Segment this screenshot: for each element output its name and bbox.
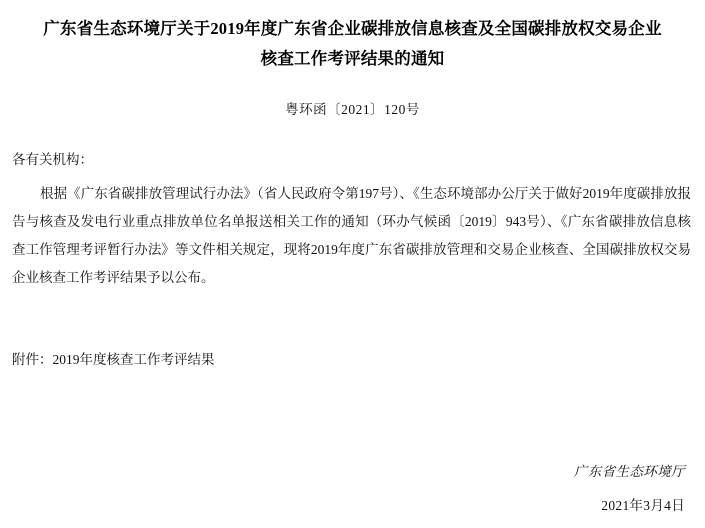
attachment-line: 附件：2019年度核查工作考评结果 — [12, 352, 215, 367]
salutation: 各有关机构： — [12, 152, 93, 167]
signature-date: 2021年3月4日 — [601, 498, 685, 513]
body-paragraph: 根据《广东省碳排放管理试行办法》（省人民政府令第197号）、《生态环境部办公厅关于做好2019年度碳排放报告与核查及发电行业重点排放单位名单报送相关工作的通知（环办气候函〔2019〕943号）、《广东省碳排放信息核查工作管理考评暂行办法》等文件相关规定，现将2019年度广东省碳排放管理和交易企业核查、全国碳排放权交易企业核查工作考评结果予以公布。 — [12, 186, 691, 285]
signature-issuer: 广东省生态环境厅 — [573, 464, 685, 479]
page-title: 广东省生态环境厅关于2019年度广东省企业碳排放信息核查及全国碳排放权交易企业核查工作考评结果的通知 — [43, 19, 662, 68]
document-number: 粤环函〔2021〕120号 — [285, 102, 420, 117]
